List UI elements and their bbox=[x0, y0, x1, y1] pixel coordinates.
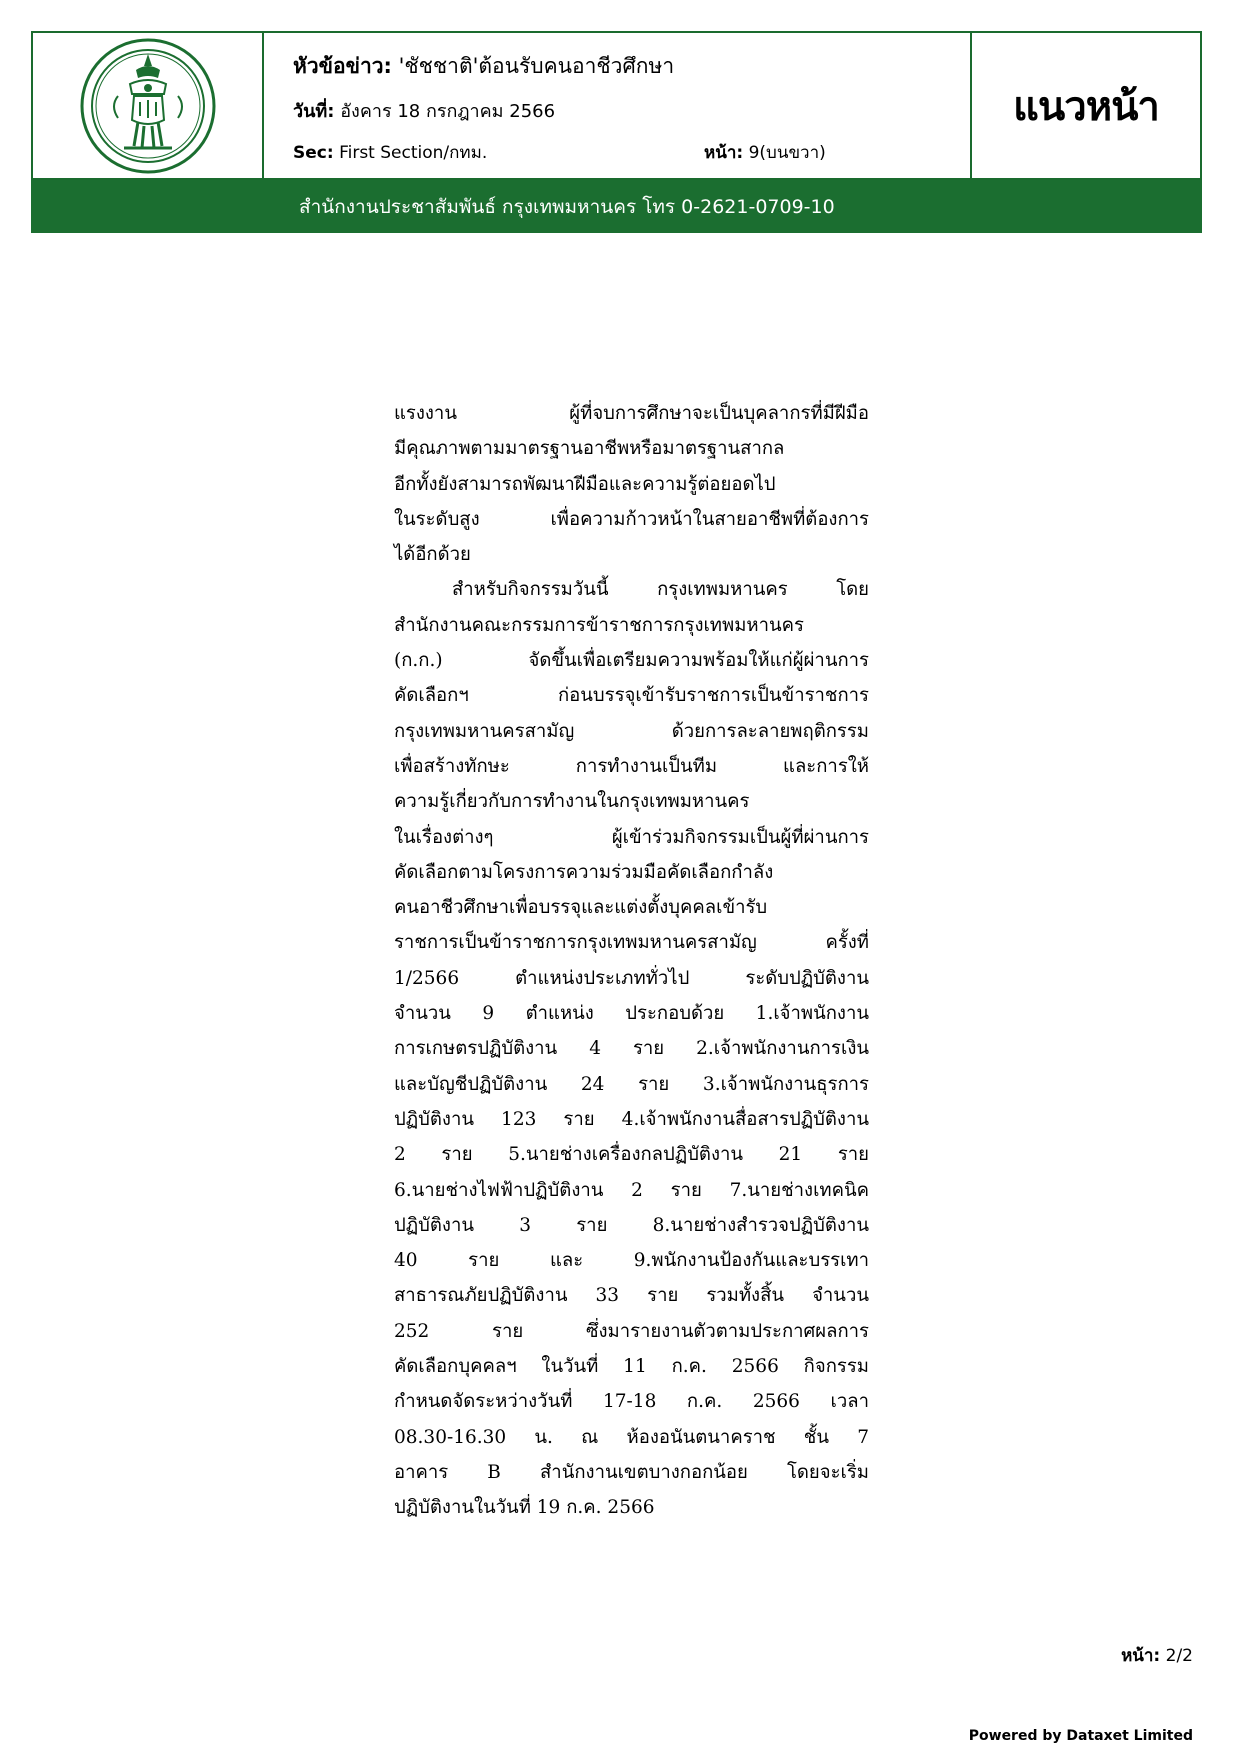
section-label: Sec: bbox=[293, 143, 334, 163]
article-line: และบัญชีปฏิบัติงาน 24 ราย 3.เจ้าพนักงานธุรการ bbox=[394, 1073, 869, 1095]
article-line: 2 ราย 5.นายช่างเครื่องกลปฏิบัติงาน 21 ราย bbox=[394, 1144, 869, 1166]
article-line: 08.30-16.30 น. ณ ห้องอนันตนาคราช ชั้น 7 bbox=[394, 1426, 869, 1448]
article-line: 252 ราย ซึ่งมารายงานตัวตามประกาศผลการ bbox=[394, 1320, 869, 1342]
article-line: (ก.ก.) จัดขึ้นเพื่อเตรียมความพร้อมให้แก่ผู้ผ่านการ bbox=[394, 650, 869, 672]
article-line: คัดเลือกฯ ก่อนบรรจุเข้ารับราชการเป็นข้าราชการ bbox=[394, 685, 869, 707]
page-number-label: หน้า: bbox=[1121, 1646, 1161, 1666]
article-line: มีคุณภาพตามมาตรฐานอาชีพหรือมาตรฐานสากล bbox=[394, 438, 785, 460]
page-label: หน้า: bbox=[704, 143, 744, 163]
powered-by: Powered by Dataxet Limited bbox=[968, 1728, 1193, 1744]
section-text: First Section/กทม. bbox=[339, 143, 488, 163]
date-row bbox=[293, 96, 555, 125]
headline-label: หัวข้อข่าว: bbox=[293, 54, 392, 78]
date-label: วันที่: bbox=[293, 101, 335, 122]
article-line: เพื่อสร้างทักษะ การทำงานเป็นทีม และการให้ bbox=[394, 755, 869, 777]
publication-name: แนวหน้า bbox=[1013, 83, 1159, 130]
article-line: จำนวน 9 ตำแหน่ง ประกอบด้วย 1.เจ้าพนักงาน bbox=[394, 1003, 869, 1025]
article-line: ในเรื่องต่างๆ ผู้เข้าร่วมกิจกรรมเป็นผู้ที่ผ่านการ bbox=[394, 826, 869, 848]
page-text: 9(บนขวา) bbox=[748, 143, 826, 163]
article-line: อาคาร B สำนักงานเขตบางกอกน้อย โดยจะเริ่ม bbox=[394, 1461, 869, 1483]
page-number-value: 2/2 bbox=[1165, 1646, 1193, 1666]
article-line: คนอาชีวศึกษาเพื่อบรรจุและแต่งตั้งบุคคลเข้ารับ bbox=[394, 897, 768, 919]
article-line: อีกทั้งยังสามารถพัฒนาฝีมือและความรู้ต่อยอดไป bbox=[394, 473, 776, 495]
article-line: ได้อีกด้วย bbox=[394, 544, 471, 566]
article-line: คัดเลือกบุคคลฯ ในวันที่ 11 ก.ค. 2566 กิจกรรม bbox=[394, 1356, 869, 1378]
pr-banner-text: สำนักงานประชาสัมพันธ์ กรุงเทพมหานคร โทร 0-2621-0709-10 bbox=[299, 195, 835, 218]
article-line: ในระดับสูง เพื่อความก้าวหน้าในสายอาชีพที่ต้องการ bbox=[394, 508, 869, 530]
article-line: กำหนดจัดระหว่างวันที่ 17-18 ก.ค. 2566 เวลา bbox=[394, 1391, 869, 1413]
section-row bbox=[293, 139, 487, 166]
article-line: ปฏิบัติงาน 3 ราย 8.นายช่างสำรวจปฏิบัติงาน bbox=[394, 1214, 869, 1236]
date-text: อังคาร 18 กรกฎาคม 2566 bbox=[340, 101, 556, 122]
article-line: ราชการเป็นข้าราชการกรุงเทพมหานครสามัญ ครั้งที่ bbox=[394, 932, 869, 954]
article-line: การเกษตรปฏิบัติงาน 4 ราย 2.เจ้าพนักงานการเงิน bbox=[394, 1038, 869, 1060]
article-line: คัดเลือกตามโครงการความร่วมมือคัดเลือกกำลัง bbox=[394, 861, 774, 883]
page-row bbox=[704, 139, 826, 166]
article-line: กรุงเทพมหานครสามัญ ด้วยการละลายพฤติกรรม bbox=[394, 720, 869, 742]
article-line: 1/2566 ตำแหน่งประเภททั่วไป ระดับปฏิบัติงาน bbox=[394, 967, 869, 989]
article-line: สำนักงานคณะกรรมการข้าราชการกรุงเทพมหานคร bbox=[394, 614, 804, 636]
article-line: แรงงาน ผู้ที่จบการศึกษาจะเป็นบุคลากรที่มีฝีมือ bbox=[394, 403, 869, 424]
info-cell bbox=[264, 33, 972, 178]
bangkok-seal-icon bbox=[78, 36, 218, 176]
article-line: ปฏิบัติงานในวันที่ 19 ก.ค. 2566 bbox=[394, 1497, 655, 1519]
article-line: สาธารณภัยปฏิบัติงาน 33 ราย รวมทั้งสิ้น จำนวน bbox=[394, 1285, 869, 1307]
page-number bbox=[1121, 1642, 1193, 1669]
article-line: ปฏิบัติงาน 123 ราย 4.เจ้าพนักงานสื่อสารปฏิบัติงาน bbox=[394, 1108, 869, 1130]
logo-cell bbox=[33, 33, 264, 178]
clipping-header bbox=[31, 31, 1202, 180]
article-body bbox=[394, 396, 869, 1526]
article-line: 40 ราย และ 9.พนักงานป้องกันและบรรเทา bbox=[394, 1250, 869, 1272]
pr-banner bbox=[31, 180, 1202, 233]
article-line: สำหรับกิจกรรมวันนี้ กรุงเทพมหานคร โดย bbox=[452, 579, 869, 601]
headline-text: 'ชัชชาติ'ต้อนรับคนอาชีวศึกษา bbox=[398, 54, 675, 78]
article-line: 6.นายช่างไฟฟ้าปฏิบัติงาน 2 ราย 7.นายช่างเทคนิค bbox=[394, 1179, 869, 1201]
article-line: ความรู้เกี่ยวกับการทำงานในกรุงเทพมหานคร bbox=[394, 791, 750, 813]
headline-row bbox=[293, 50, 674, 83]
